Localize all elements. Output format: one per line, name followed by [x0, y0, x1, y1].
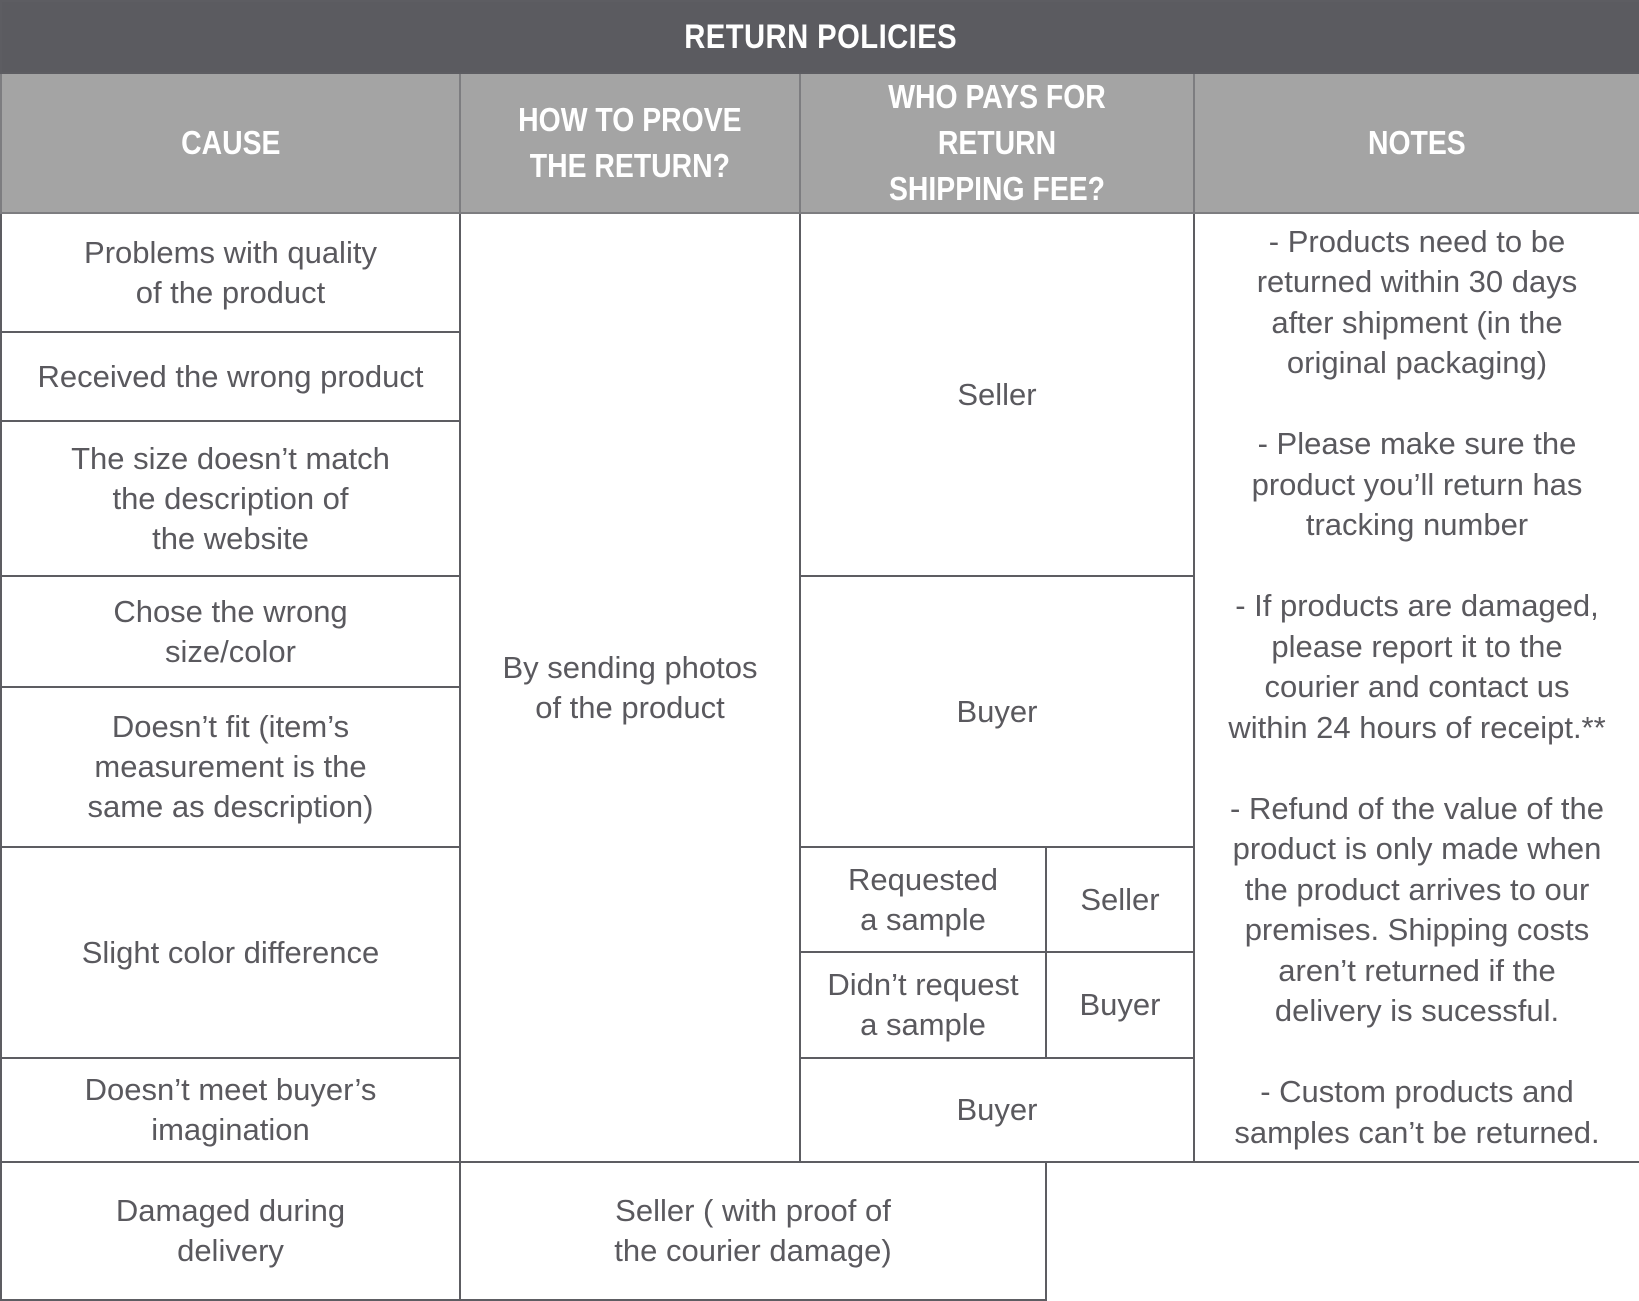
sample-requested-label: Requested a sample	[800, 847, 1046, 952]
payer-damaged: Seller ( with proof of the courier damage)	[460, 1162, 1046, 1300]
sample-not-requested-payer: Buyer	[1046, 952, 1194, 1058]
payer-seller-group: Seller	[800, 213, 1194, 576]
cause-wrong-product: Received the wrong product	[1, 332, 460, 421]
header-how-to-prove-text: HOW TO PROVE THE RETURN?	[518, 101, 742, 184]
header-cause	[1, 73, 460, 213]
cause-wrong-size-color: Chose the wrong size/color	[1, 576, 460, 687]
sample-not-requested-label: Didn’t request a sample	[800, 952, 1046, 1058]
payer-buyer-group: Buyer	[800, 576, 1194, 847]
cause-imagination: Doesn’t meet buyer’s imagination	[1, 1058, 460, 1162]
cause-doesnt-fit: Doesn’t fit (item’s measurement is the same as description)	[1, 687, 460, 847]
payer-imagination: Buyer	[800, 1058, 1194, 1162]
header-who-pays	[800, 73, 1194, 213]
header-how-to-prove	[460, 73, 800, 213]
header-who-pays-text: WHO PAYS FOR RETURN SHIPPING FEE?	[888, 78, 1106, 207]
header-notes-text: NOTES	[1368, 124, 1466, 161]
table-title-text: RETURN POLICIES	[684, 17, 957, 56]
header-cause-text: CAUSE	[180, 124, 281, 161]
cause-slight-color: Slight color difference	[1, 847, 460, 1058]
cause-size-mismatch: The size doesn’t match the description of the website	[1, 421, 460, 576]
table-title	[1, 1, 1639, 73]
cause-quality: Problems with quality of the product	[1, 213, 460, 332]
proof-method: By sending photos of the product	[460, 213, 800, 1162]
notes-text: - Products need to be returned within 30 days after shipment (in the original packaging) - Please make sure the product you’ll return has tracking number - If products are damaged, please report it to the courier and contact us within 24 hours of receipt.** - Refund of the value of the product is only made when the product arrives to our premises. Shipping costs aren’t returned if the delivery is sucessful. - Custom products and samples can’t be returned.	[1194, 213, 1639, 1162]
cause-damaged: Damaged during delivery	[1, 1162, 460, 1300]
header-notes	[1194, 73, 1639, 213]
sample-requested-payer: Seller	[1046, 847, 1194, 952]
